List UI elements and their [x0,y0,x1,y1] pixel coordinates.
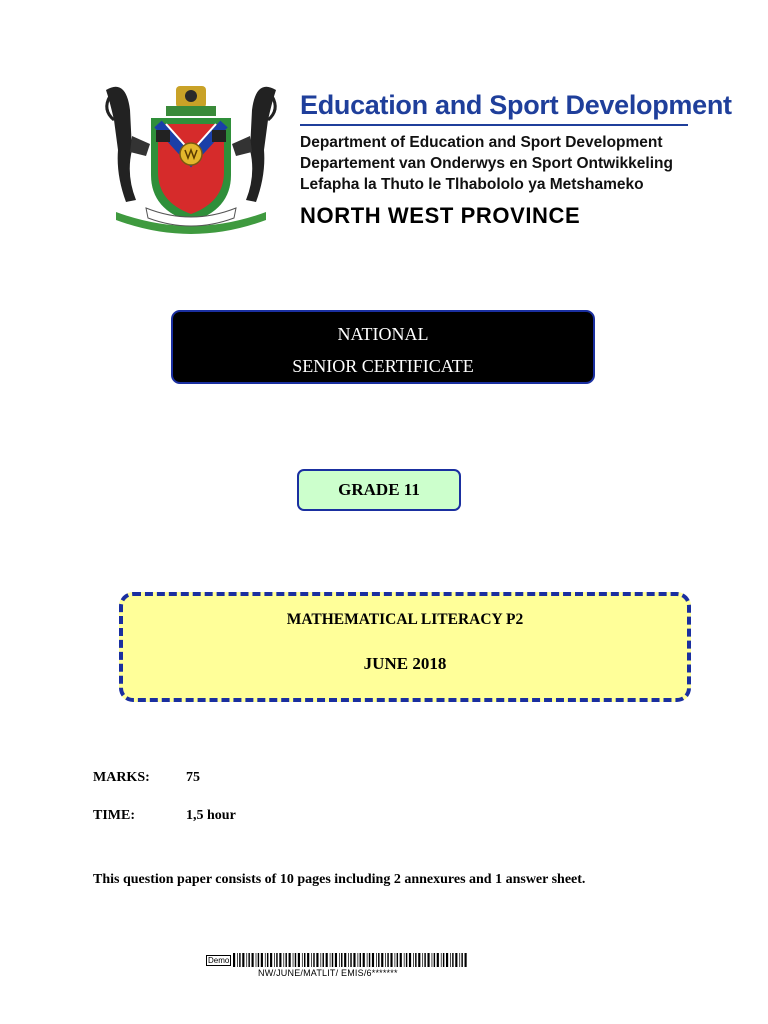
marks-row [93,770,200,786]
department-line-english: Department of Education and Sport Development [300,134,663,151]
marks-value: 75 [186,770,200,785]
grade-badge: GRADE 11 [297,469,461,511]
barcode-caption: NW/JUNE/MATLIT/ EMIS/6******* [258,968,398,978]
time-row [93,808,236,824]
subject-panel [119,592,691,702]
department-line-setswana: Lefapha la Thuto le Tlhabololo ya Metshameko [300,176,644,193]
marks-label: MARKS: [93,770,150,785]
coat-of-arms-icon [96,80,286,240]
certificate-line-1: NATIONAL [337,324,429,344]
paper-description: This question paper consists of 10 pages including 2 annexures and 1 answer sheet. [93,872,586,887]
exam-date: JUNE 2018 [363,654,447,673]
department-title: Education and Sport Development [300,90,732,120]
department-header [300,88,732,229]
demo-tag: Demo [208,955,230,965]
certificate-line-2: SENIOR CERTIFICATE [292,356,474,376]
coat-of-arms-logo [96,80,286,240]
barcode-block [206,952,470,978]
province-name: NORTH WEST PROVINCE [300,203,581,228]
department-line-afrikaans: Departement van Onderwys en Sport Ontwikkeling [300,155,673,172]
subject-title: MATHEMATICAL LITERACY P2 [286,611,524,628]
certificate-banner [171,310,595,384]
time-value: 1,5 hour [186,808,236,823]
title-divider [300,124,688,126]
time-label: TIME: [93,808,135,823]
barcode-icon [233,953,470,967]
